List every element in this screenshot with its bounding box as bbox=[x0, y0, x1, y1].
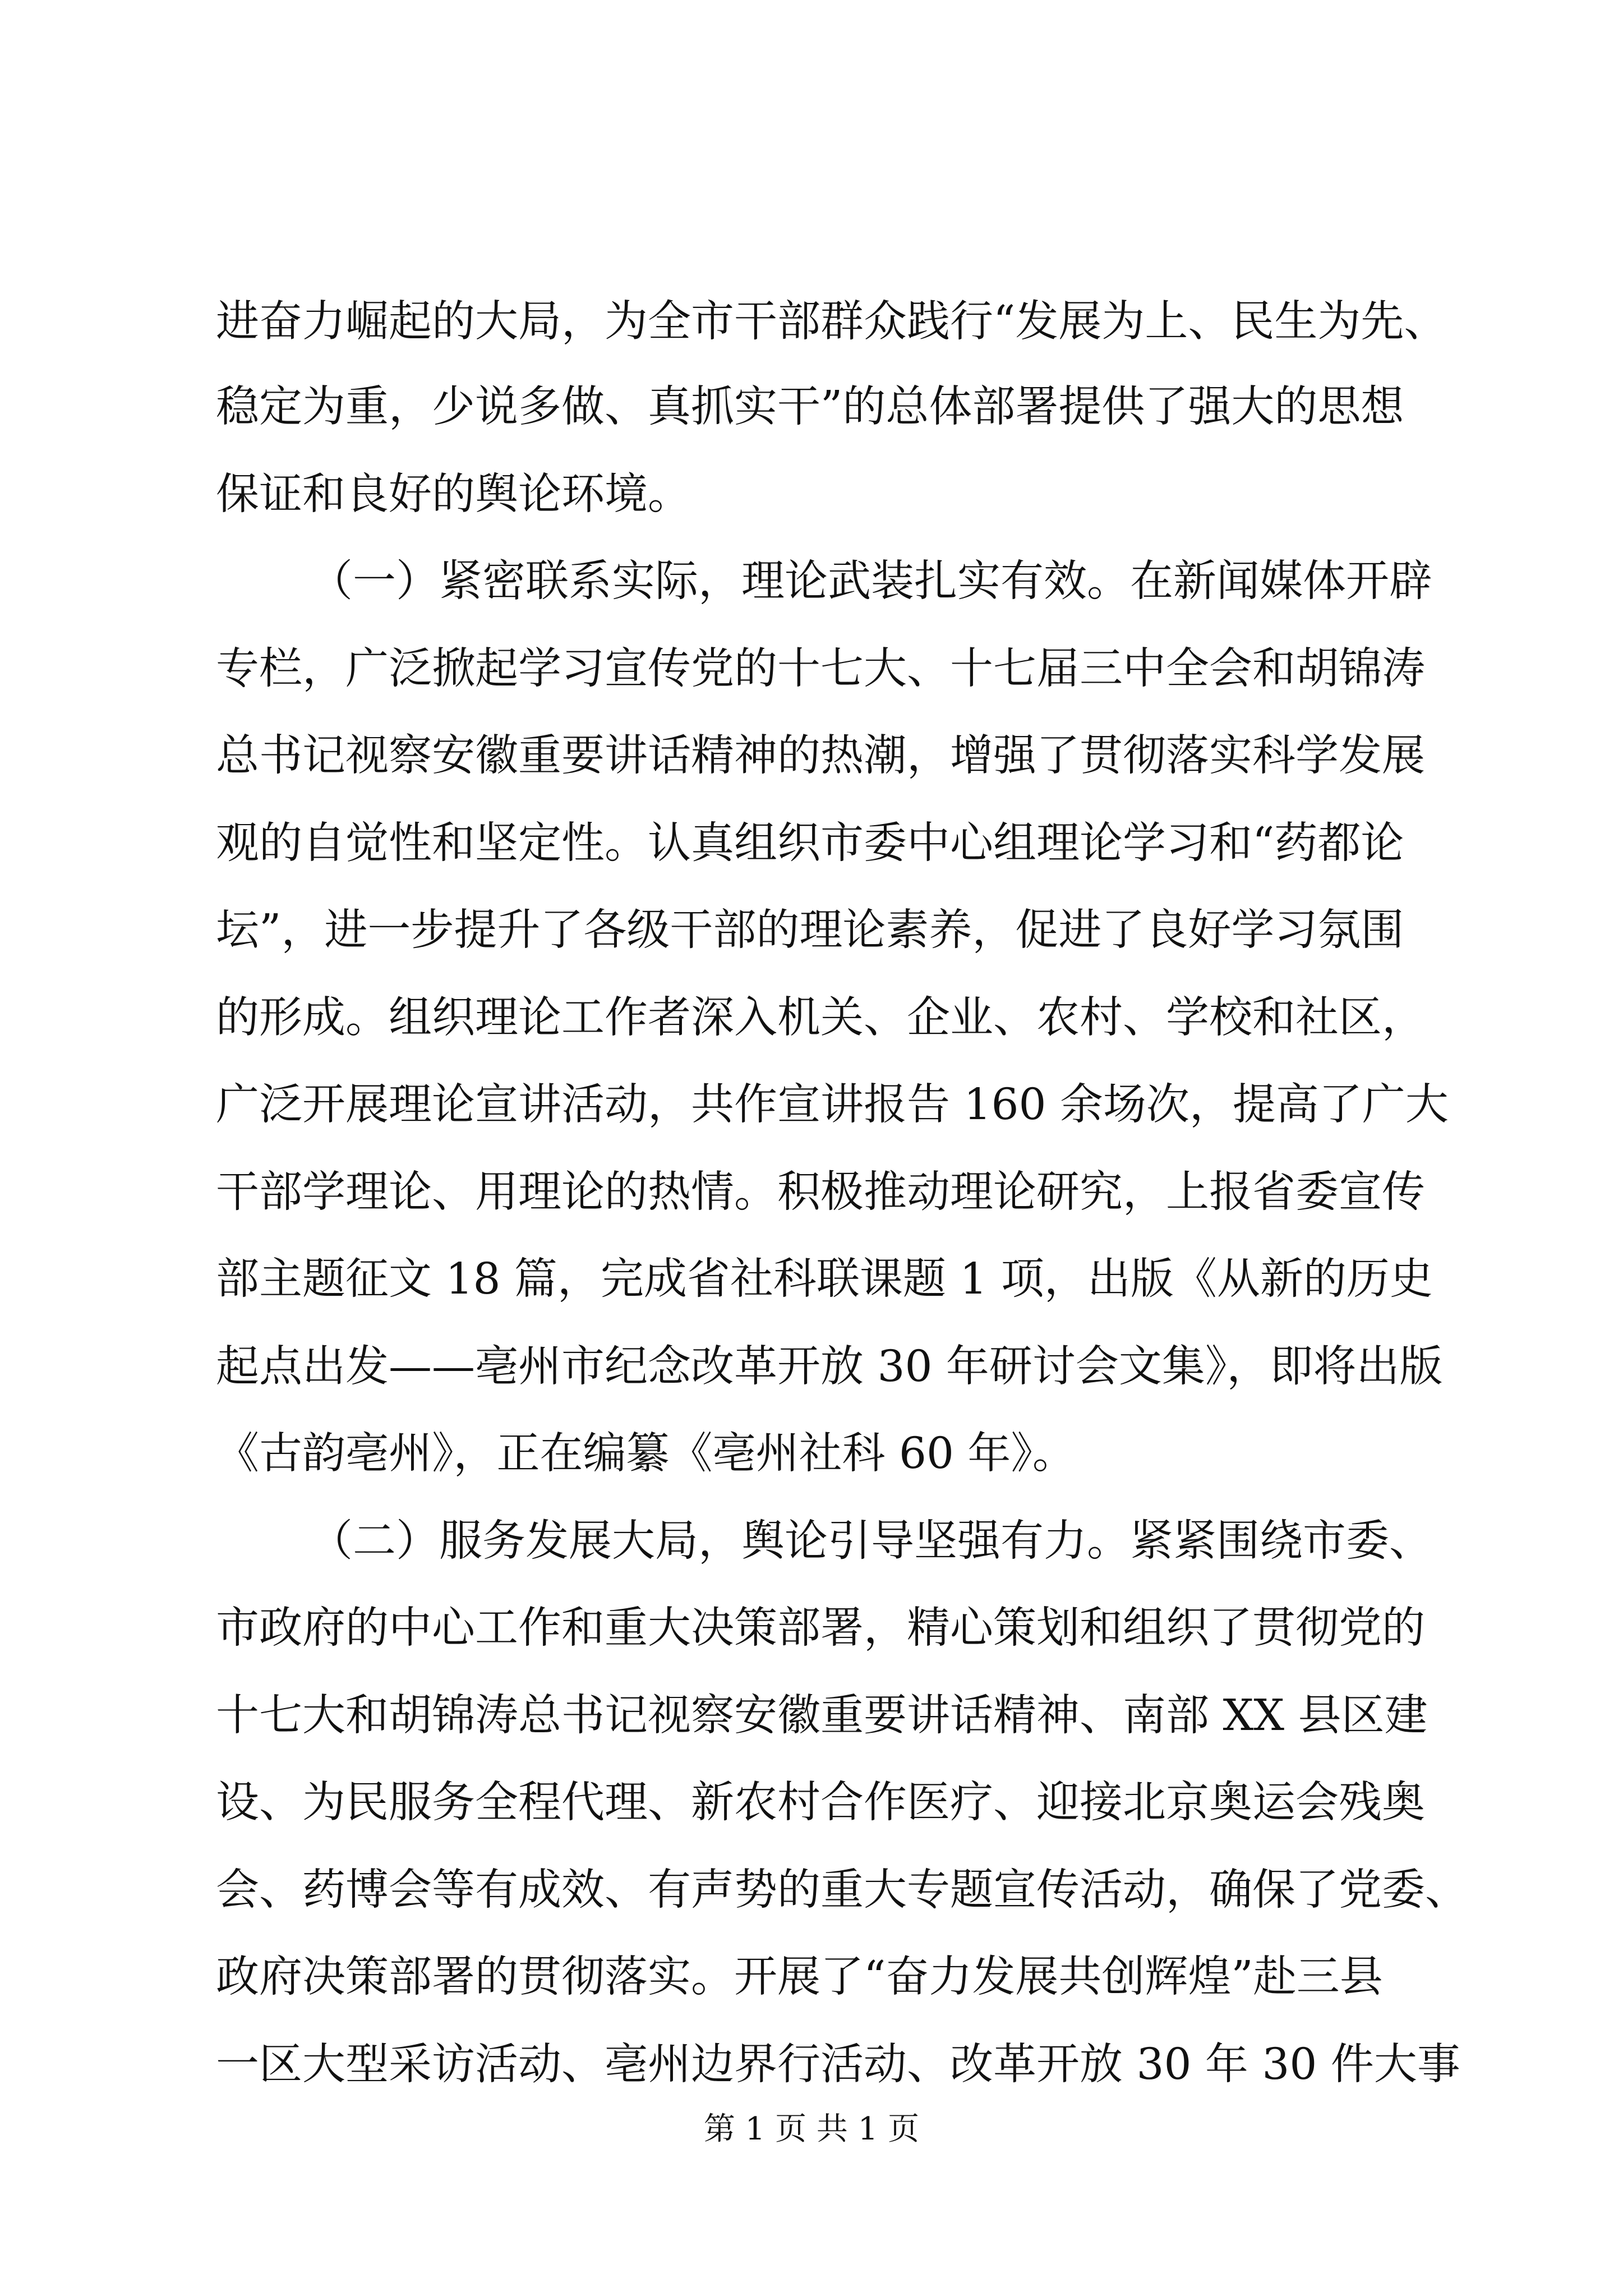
text-line: 观的自觉性和坚定性。认真组织市委中心组理论学习和“药都论 bbox=[216, 818, 1404, 868]
text-line: 干部学理论、用理论的热情。积极推动理论研究，上报省委宣传 bbox=[216, 1167, 1425, 1217]
text-line: 坛”，进一步提升了各级干部的理论素养，促进了良好学习氛围 bbox=[216, 905, 1404, 955]
text-line: 会、药博会等有成效、有声势的重大专题宣传活动，确保了党委、 bbox=[216, 1865, 1468, 1915]
paragraph-heading-line: （二）服务发展大局，舆论引导坚强有力。紧紧围绕市委、 bbox=[310, 1516, 1432, 1566]
page-footer: 第 1 页 共 1 页 bbox=[703, 2111, 920, 2147]
text-line: 进奋力崛起的大局，为全市干部群众践行“发展为上、民生为先、 bbox=[216, 297, 1447, 347]
text-line: 市政府的中心工作和重大决策部署，精心策划和组织了贯彻党的 bbox=[216, 1603, 1425, 1653]
text-line: 保证和良好的舆论环境。 bbox=[216, 470, 691, 519]
paragraph-heading-line: （一）紧密联系实际，理论武装扎实有效。在新闻媒体开辟 bbox=[310, 556, 1432, 606]
text-line: 十七大和胡锦涛总书记视察安徽重要讲话精神、南部 XX 县区建 bbox=[216, 1691, 1428, 1741]
text-line: 的形成。组织理论工作者深入机关、企业、农村、学校和社区， bbox=[216, 993, 1425, 1043]
text-line: 《古韵亳州》，正在编纂《亳州社科 60 年》。 bbox=[216, 1429, 1076, 1479]
text-line: 专栏，广泛掀起学习宣传党的十七大、十七届三中全会和胡锦涛 bbox=[216, 644, 1425, 694]
text-line: 一区大型采访活动、亳州边界行活动、改革开放 30 年 30 件大事 bbox=[216, 2040, 1460, 2090]
text-line: 稳定为重，少说多做、真抓实干”的总体部署提供了强大的思想 bbox=[216, 382, 1404, 432]
text-line: 部主题征文 18 篇，完成省社科联课题 1 项，出版《从新的历史 bbox=[216, 1254, 1433, 1304]
text-line: 政府决策部署的贯彻落实。开展了“奋力发展共创辉煌”赴三县 bbox=[216, 1952, 1383, 2002]
text-line: 总书记视察安徽重要讲话精神的热潮，增强了贯彻落实科学发展 bbox=[216, 731, 1425, 781]
text-line: 广泛开展理论宣讲活动，共作宣讲报告 160 余场次，提高了广大 bbox=[216, 1080, 1449, 1130]
text-line: 起点出发——亳州市纪念改革开放 30 年研讨会文集》，即将出版 bbox=[216, 1342, 1443, 1392]
text-line: 设、为民服务全程代理、新农村合作医疗、迎接北京奥运会残奥 bbox=[216, 1778, 1425, 1828]
